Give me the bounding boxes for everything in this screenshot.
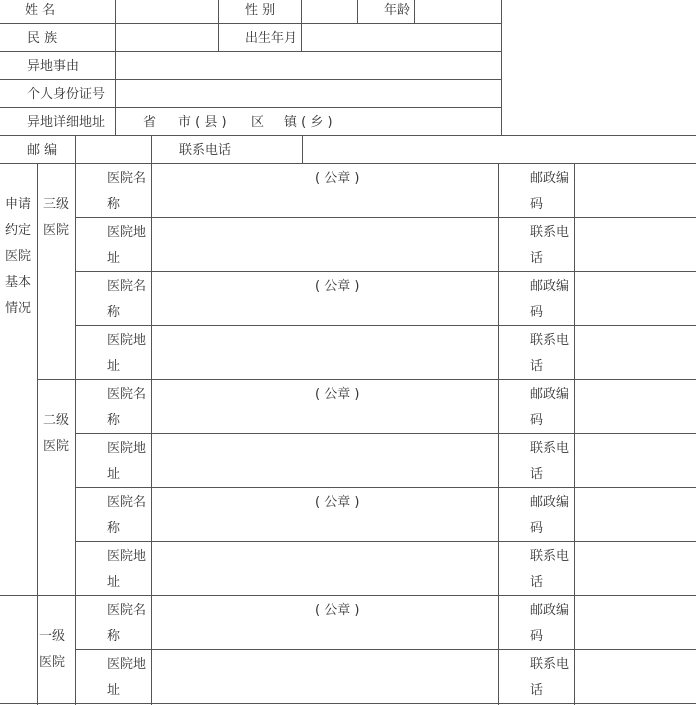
level3-label: 三级 <box>43 197 70 212</box>
phone-label: 联系电 <box>530 657 570 672</box>
reason-label: 异地事由 <box>27 59 80 74</box>
grid-line <box>0 703 696 704</box>
grid-line <box>0 107 502 108</box>
hospital-address-label: 医院地 <box>107 333 147 348</box>
level2-label: 医院 <box>43 439 70 454</box>
age-label: 年龄 <box>384 3 411 18</box>
hospital-name-label: 称 <box>107 629 121 644</box>
hospital-address-label: 址 <box>107 251 121 266</box>
phone-label: 话 <box>530 683 544 698</box>
grid-line <box>357 0 358 23</box>
phone-label: 话 <box>530 467 544 482</box>
phone-label: 话 <box>530 359 544 374</box>
grid-line <box>37 379 696 380</box>
phone-label: 话 <box>530 251 544 266</box>
phone-label: 联系电 <box>530 225 570 240</box>
section-title-line: 情况 <box>5 301 32 316</box>
post-label: 码 <box>530 629 544 644</box>
section-title-line: 医院 <box>5 249 32 264</box>
seal-label: ( 公章 ) <box>315 171 360 186</box>
grid-line <box>498 163 499 705</box>
grid-line <box>0 595 696 596</box>
grid-line <box>75 649 696 650</box>
grid-line <box>75 135 76 705</box>
grid-line <box>218 0 219 51</box>
post-label: 邮政编 <box>530 495 570 510</box>
seal-label: ( 公章 ) <box>315 495 360 510</box>
grid-line <box>75 271 696 272</box>
level1-label: 医院 <box>39 655 66 670</box>
grid-line <box>151 135 152 705</box>
post-label: 码 <box>530 305 544 320</box>
seal-label: ( 公章 ) <box>315 603 360 618</box>
post-label: 邮政编 <box>530 171 570 186</box>
province-label: 省 <box>143 115 157 130</box>
grid-line <box>0 79 502 80</box>
phone-label: 联系电 <box>530 549 570 564</box>
hospital-address-label: 医院地 <box>107 225 147 240</box>
grid-line <box>115 0 116 135</box>
hospital-address-label: 医院地 <box>107 549 147 564</box>
city-label: 市 ( 县 ) <box>178 115 227 130</box>
seal-label: ( 公章 ) <box>315 279 360 294</box>
post-label: 邮政编 <box>530 603 570 618</box>
phone-label: 话 <box>530 575 544 590</box>
town-label: 镇 ( 乡 ) <box>284 115 333 130</box>
grid-line <box>0 163 696 164</box>
hospital-name-label: 称 <box>107 413 121 428</box>
gender-label: 性 别 <box>245 3 276 18</box>
hospital-name-label: 医院名 <box>107 495 147 510</box>
seal-label: ( 公章 ) <box>315 387 360 402</box>
grid-line <box>37 163 38 705</box>
grid-line <box>501 0 502 135</box>
district-label: 区 <box>251 115 265 130</box>
post-label: 邮政编 <box>530 387 570 402</box>
grid-line <box>0 51 502 52</box>
level3-label: 医院 <box>43 223 70 238</box>
section-title-line: 基本 <box>5 275 32 290</box>
hospital-address-label: 址 <box>107 359 121 374</box>
grid-line <box>75 325 696 326</box>
hospital-address-label: 址 <box>107 575 121 590</box>
hospital-name-label: 称 <box>107 197 121 212</box>
grid-line <box>75 487 696 488</box>
grid-line <box>0 23 502 24</box>
grid-line <box>302 135 303 163</box>
address-label: 异地详细地址 <box>27 115 106 130</box>
hospital-name-label: 称 <box>107 305 121 320</box>
level2-label: 二级 <box>43 413 70 428</box>
grid-line <box>0 135 696 136</box>
hospital-name-label: 医院名 <box>107 171 147 186</box>
hospital-name-label: 医院名 <box>107 603 147 618</box>
hospital-name-label: 医院名 <box>107 387 147 402</box>
grid-line <box>75 433 696 434</box>
post-label: 码 <box>530 197 544 212</box>
hospital-address-label: 址 <box>107 467 121 482</box>
grid-line <box>75 541 696 542</box>
ethnicity-label: 民 族 <box>27 31 58 46</box>
id-number-label: 个人身份证号 <box>27 87 106 102</box>
grid-line <box>574 163 575 705</box>
phone-label: 联系电 <box>530 441 570 456</box>
hospital-address-label: 医院地 <box>107 657 147 672</box>
grid-line <box>75 217 696 218</box>
hospital-name-label: 称 <box>107 521 121 536</box>
hospital-address-label: 医院地 <box>107 441 147 456</box>
postcode-label: 邮 编 <box>27 143 58 158</box>
contact-phone-label: 联系电话 <box>179 143 232 158</box>
section-title-line: 申请 <box>5 197 32 212</box>
birth-label: 出生年月 <box>245 31 298 46</box>
grid-line <box>301 0 302 51</box>
grid-line <box>414 0 415 23</box>
level1-label: 一级 <box>39 629 66 644</box>
section-title-line: 约定 <box>5 223 32 238</box>
post-label: 码 <box>530 413 544 428</box>
phone-label: 联系电 <box>530 333 570 348</box>
hospital-address-label: 址 <box>107 683 121 698</box>
post-label: 邮政编 <box>530 279 570 294</box>
name-label: 姓 名 <box>25 3 56 18</box>
hospital-name-label: 医院名 <box>107 279 147 294</box>
post-label: 码 <box>530 521 544 536</box>
